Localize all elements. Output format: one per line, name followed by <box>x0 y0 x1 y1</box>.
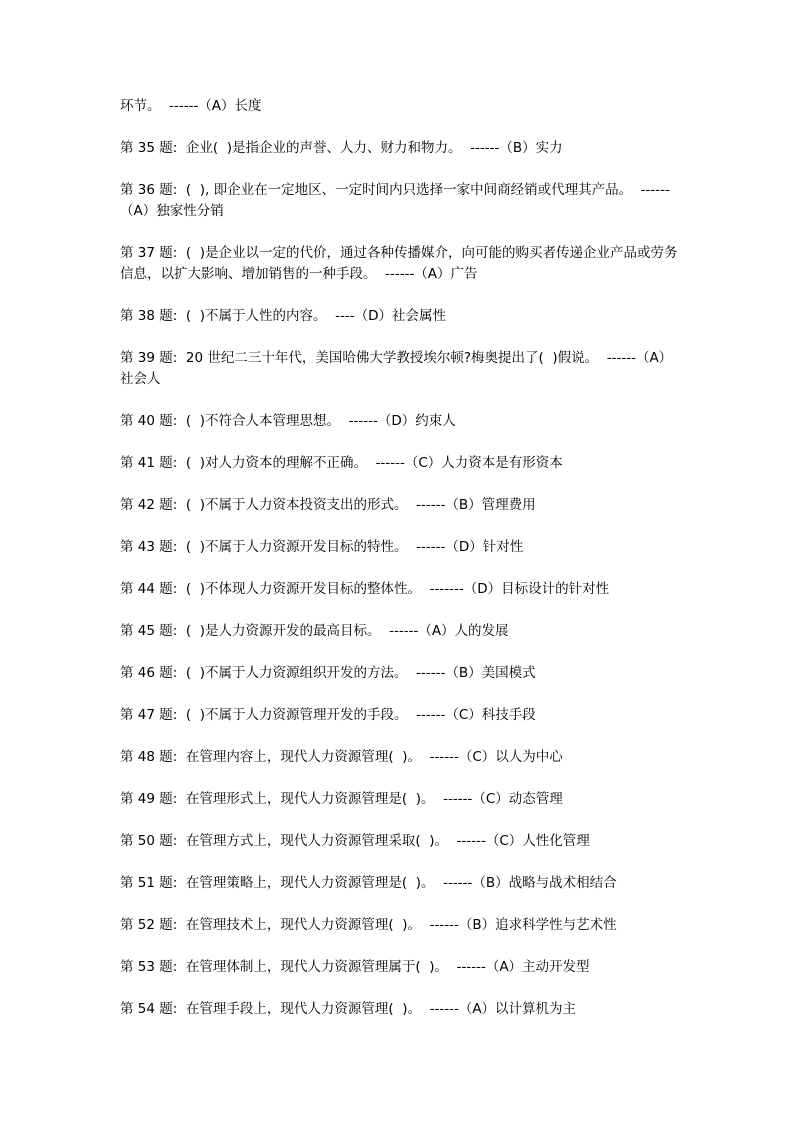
question-item: 第 43 题: ( )不属于人力资源开发目标的特性。 ------（D）针对性 <box>120 539 524 555</box>
question-item: 第 35 题: 企业( )是指企业的声誉、人力、财力和物力。 ------（B）实力 <box>120 140 563 156</box>
question-list <box>120 96 685 1041</box>
question-item: 第 46 题: ( )不属于人力资源组织开发的方法。 ------（B）美国模式 <box>120 665 536 681</box>
question-item: 第 38 题: ( )不属于人性的内容。 ----（D）社会属性 <box>120 308 446 324</box>
question-item: 第 44 题: ( )不体现人力资源开发目标的整体性。 -------（D）目标设计的针对性 <box>120 581 610 597</box>
question-item: 第 50 题: 在管理方式上，现代人力资源管理采取( )。 ------（C）人性化管理 <box>120 833 590 849</box>
question-item: 第 40 题: ( )不符合人本管理思想。 ------（D）约束人 <box>120 413 456 429</box>
question-item: 第 41 题: ( )对人力资本的理解不正确。 ------（C）人力资本是有形资本 <box>120 455 563 471</box>
question-item: 第 45 题: ( )是人力资源开发的最高目标。 ------（A）人的发展 <box>120 623 509 639</box>
question-item: 第 53 题: 在管理体制上，现代人力资源管理属于( )。 ------（A）主动开发型 <box>120 959 590 975</box>
question-item: 第 49 题: 在管理形式上，现代人力资源管理是( )。 ------（C）动态管理 <box>120 791 563 807</box>
question-item: 第 47 题: ( )不属于人力资源管理开发的手段。 ------（C）科技手段 <box>120 707 536 723</box>
question-item: 第 39 题: 20 世纪二三十年代，美国哈佛大学教授埃尔顿?梅奥提出了( )假说。 ------（A）社会人 <box>120 350 673 387</box>
question-item: 第 51 题: 在管理策略上，现代人力资源管理是( )。 ------（B）战略与战术相结合 <box>120 875 617 891</box>
question-item: 第 42 题: ( )不属于人力资本投资支出的形式。 ------（B）管理费用 <box>120 497 536 513</box>
question-item: 第 54 题: 在管理手段上，现代人力资源管理( )。 ------（A）以计算机为主 <box>120 1001 577 1017</box>
question-item: 第 48 题: 在管理内容上，现代人力资源管理( )。 ------（C）以人为中心 <box>120 749 563 765</box>
question-item: 环节。 ------（A）长度 <box>120 98 262 114</box>
question-item: 第 37 题: ( )是企业以一定的代价，通过各种传播媒介，向可能的购买者传递企业产品或劳务信息，以扩大影响、增加销售的一种手段。 ------（A）广告 <box>120 245 678 282</box>
question-item: 第 52 题: 在管理技术上，现代人力资源管理( )。 ------（B）追求科学性与艺术性 <box>120 917 617 933</box>
question-item: 第 36 题: ( ), 即企业在一定地区、一定时间内只选择一家中间商经销或代理其产品。 ------（A）独家性分销 <box>120 182 670 219</box>
